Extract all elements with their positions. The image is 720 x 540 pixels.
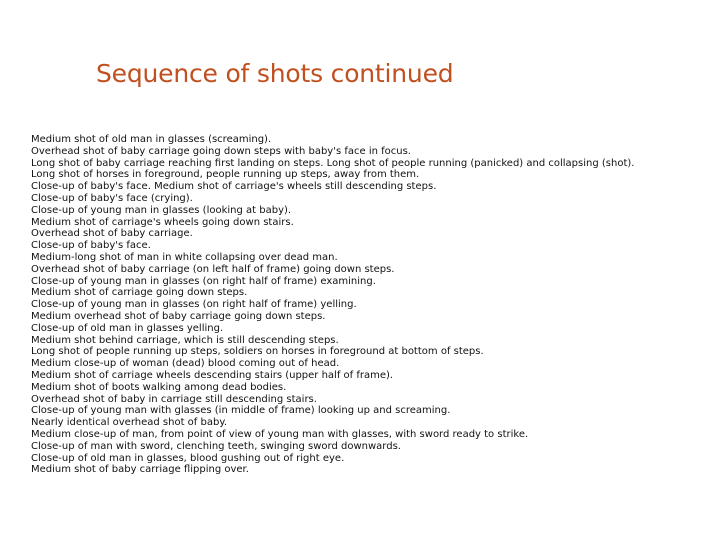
shot-line: Close-up of young man in glasses (on right half of frame) examining. bbox=[31, 275, 376, 287]
shot-line: Medium overhead shot of baby carriage going down steps. bbox=[31, 310, 326, 322]
shot-line: Long shot of people running up steps, soldiers on horses in foreground at bottom of steps. bbox=[31, 346, 484, 358]
shot-line: Medium shot behind carriage, which is still descending steps. bbox=[31, 334, 339, 346]
shot-line: Nearly identical overhead shot of baby. bbox=[31, 417, 227, 429]
shot-line: Medium shot of carriage's wheels going down stairs. bbox=[31, 216, 294, 228]
shot-line: Close-up of old man in glasses yelling. bbox=[31, 322, 224, 334]
shot-line: Medium close-up of woman (dead) blood coming out of head. bbox=[31, 358, 340, 370]
shot-line: Close-up of young man with glasses (in middle of frame) looking up and screaming. bbox=[31, 405, 451, 417]
shot-line: Medium shot of baby carriage flipping over. bbox=[31, 464, 249, 476]
shot-line: Overhead shot of baby in carriage still descending stairs. bbox=[31, 393, 317, 405]
shot-line: Overhead shot of baby carriage. bbox=[31, 228, 193, 240]
shot-line: Long shot of baby carriage reaching first landing on steps. Long shot of people running (panicked) and collapsing (shot). bbox=[31, 157, 635, 169]
shot-line: Close-up of young man in glasses (looking at baby). bbox=[31, 204, 292, 216]
shot-line: Close-up of baby's face. bbox=[31, 240, 151, 252]
shot-line: Close-up of young man in glasses (on right half of frame) yelling. bbox=[31, 299, 357, 311]
slide-title: Sequence of shots continued bbox=[96, 59, 454, 88]
shot-line: Medium-long shot of man in white collapsing over dead man. bbox=[31, 251, 338, 263]
shot-line: Medium shot of carriage going down steps. bbox=[31, 287, 248, 299]
shot-list bbox=[31, 134, 691, 476]
shot-line: Medium shot of boots walking among dead bodies. bbox=[31, 381, 287, 393]
shot-line: Medium shot of carriage wheels descending stairs (upper half of frame). bbox=[31, 369, 394, 381]
shot-line: Long shot of horses in foreground, people running up steps, away from them. bbox=[31, 169, 420, 181]
shot-line: Close-up of old man in glasses, blood gushing out of right eye. bbox=[31, 452, 345, 464]
shot-line: Medium close-up of man, from point of view of young man with glasses, with sword ready to strike. bbox=[31, 428, 529, 440]
shot-line: Close-up of baby's face. Medium shot of carriage's wheels still descending steps. bbox=[31, 181, 437, 193]
shot-line: Overhead shot of baby carriage going down steps with baby's face in focus. bbox=[31, 145, 411, 157]
shot-line: Close-up of baby's face (crying). bbox=[31, 192, 193, 204]
shot-line: Medium shot of old man in glasses (screaming). bbox=[31, 134, 272, 145]
shot-line: Close-up of man with sword, clenching teeth, swinging sword downwards. bbox=[31, 440, 401, 452]
shot-line: Overhead shot of baby carriage (on left half of frame) going down steps. bbox=[31, 263, 395, 275]
